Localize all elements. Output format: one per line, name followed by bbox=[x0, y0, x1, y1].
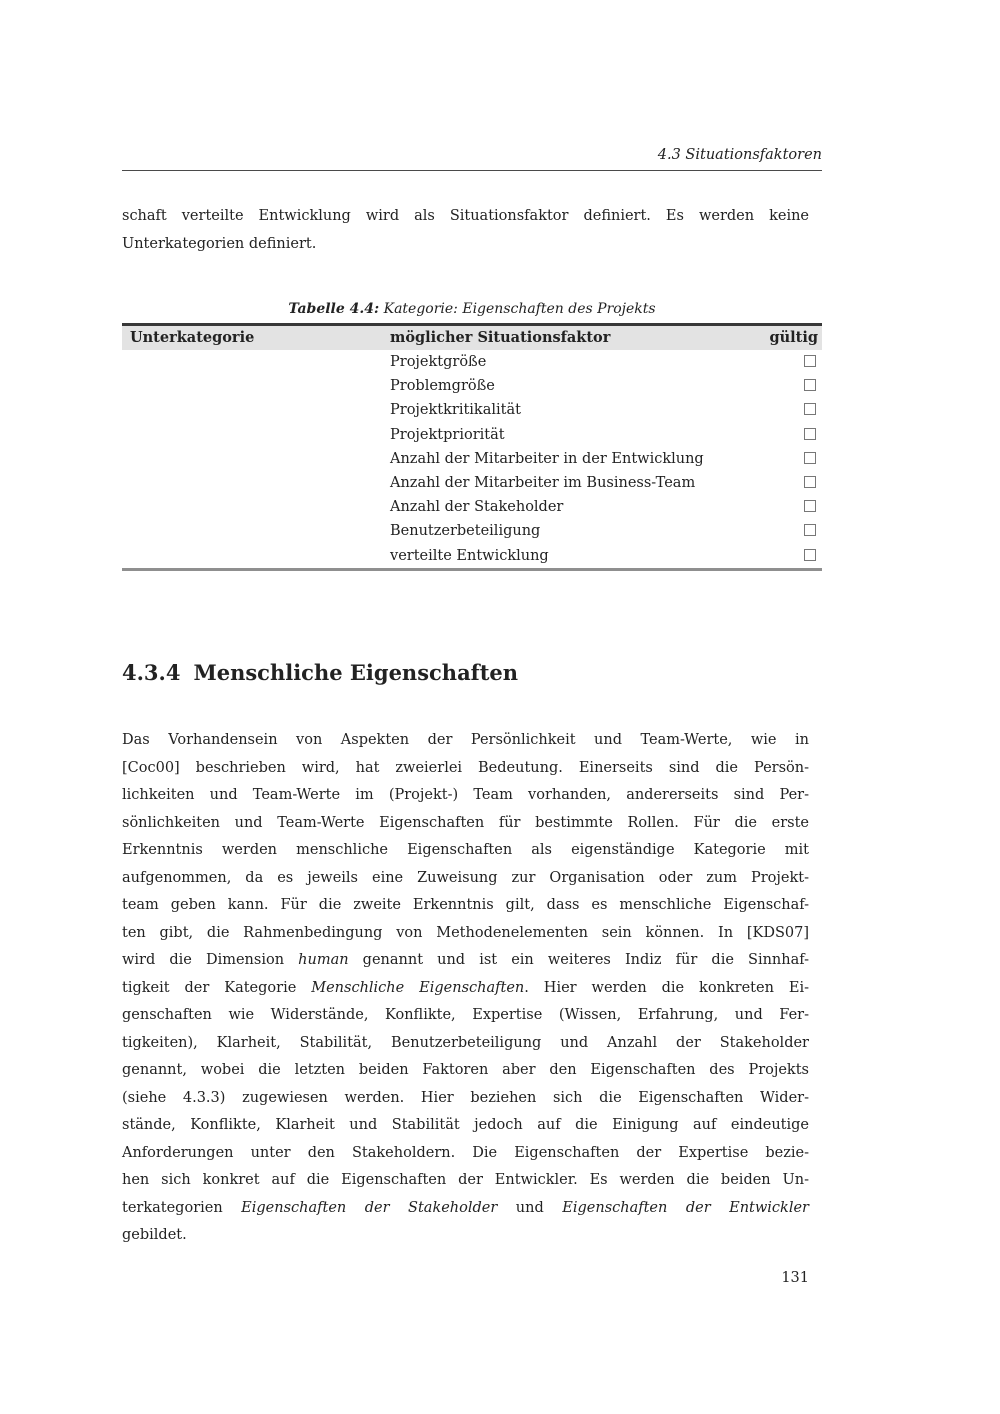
text-line bbox=[122, 975, 809, 1003]
table-row bbox=[122, 544, 822, 568]
unterkategorie-cell bbox=[122, 471, 390, 495]
table-bottom-rule bbox=[122, 568, 822, 571]
situationsfaktor-cell: Anzahl der Mitarbeiter im Business-Team bbox=[390, 474, 696, 491]
situationsfaktor-cell: Anzahl der Mitarbeiter in der Entwicklung bbox=[390, 450, 704, 467]
table-row bbox=[122, 398, 822, 422]
text-segment: . Hier werden die konkreten Ei- bbox=[524, 979, 809, 996]
text-segment: wird die Dimension bbox=[122, 952, 299, 968]
body-paragraph bbox=[122, 727, 809, 1250]
unterkategorie-cell bbox=[122, 398, 390, 422]
text-line bbox=[122, 810, 809, 838]
text-line bbox=[122, 1222, 809, 1250]
text-line bbox=[122, 1002, 809, 1030]
situationsfaktoren-table bbox=[122, 323, 822, 571]
text-segment: Das Vorhandensein von Aspekten der Persönlichkeit und Team-Werte, wie in bbox=[122, 732, 809, 748]
text-line: Unterkategorien definiert. bbox=[122, 235, 317, 252]
situationsfaktor-cell: Problemgröße bbox=[390, 378, 495, 395]
table-header-row bbox=[122, 326, 822, 350]
text-line bbox=[122, 1057, 809, 1085]
situationsfaktor-cell: verteilte Entwicklung bbox=[390, 547, 549, 564]
text-segment: tigkeit der Kategorie bbox=[122, 979, 312, 996]
gueltig-cell bbox=[748, 519, 822, 543]
unchecked-checkbox-icon bbox=[804, 549, 816, 561]
text-line bbox=[122, 755, 809, 783]
unterkategorie-cell bbox=[122, 423, 390, 447]
column-header-situationsfaktor: möglicher Situationsfaktor bbox=[390, 329, 611, 346]
unchecked-checkbox-icon bbox=[804, 452, 816, 464]
situationsfaktor-cell: Benutzerbeteiligung bbox=[390, 523, 541, 540]
running-head-text: 4.3 Situationsfaktoren bbox=[657, 147, 822, 163]
unterkategorie-cell bbox=[122, 374, 390, 398]
text-line bbox=[122, 837, 809, 865]
table-row bbox=[122, 423, 822, 447]
gueltig-cell bbox=[748, 495, 822, 519]
text-line bbox=[122, 892, 809, 920]
column-header-unterkategorie: Unterkategorie bbox=[130, 329, 255, 346]
text-segment: stände, Konflikte, Klarheit und Stabilität jedoch auf die Einigung auf eindeutige bbox=[122, 1117, 809, 1133]
unchecked-checkbox-icon bbox=[804, 428, 816, 440]
gueltig-cell bbox=[748, 398, 822, 422]
table-row bbox=[122, 350, 822, 374]
table-row bbox=[122, 519, 822, 543]
text-segment: genschaften wie Widerstände, Konflikte, Expertise (Wissen, Erfahrung, und Fer- bbox=[122, 1007, 809, 1023]
emphasized-text: Eigenschaften der Entwickler bbox=[562, 1199, 809, 1216]
section-number: 4.3.4 bbox=[122, 660, 181, 685]
text-segment: (siehe 4.3.3) zugewiesen werden. Hier beziehen sich die Eigenschaften Wider- bbox=[122, 1089, 809, 1106]
gueltig-cell bbox=[748, 423, 822, 447]
unterkategorie-cell bbox=[122, 495, 390, 519]
section-heading bbox=[122, 658, 822, 688]
text-segment: Erkenntnis werden menschliche Eigenschaften als eigenständige Kategorie mit bbox=[122, 842, 809, 858]
unterkategorie-cell bbox=[122, 350, 390, 374]
text-segment: Anforderungen unter den Stakeholdern. Die Eigenschaften der Expertise bezie- bbox=[122, 1144, 809, 1161]
unchecked-checkbox-icon bbox=[804, 403, 816, 415]
text-segment: gebildet. bbox=[122, 1227, 187, 1243]
unchecked-checkbox-icon bbox=[804, 476, 816, 488]
text-line bbox=[122, 782, 809, 810]
text-segment: team geben kann. Für die zweite Erkenntnis gilt, dass es menschliche Eigenschaf- bbox=[122, 897, 809, 913]
text-segment: sönlichkeiten und Team-Werte Eigenschaften für bestimmte Rollen. Für die erste bbox=[122, 814, 809, 831]
text-segment: lichkeiten und Team-Werte im (Projekt-) Team vorhanden, andererseits sind Per- bbox=[122, 787, 809, 803]
text-line bbox=[122, 1085, 809, 1113]
column-header-gueltig: gültig bbox=[769, 329, 818, 346]
text-segment: aufgenommen, da es jeweils eine Zuweisung zur Organisation oder zum Projekt- bbox=[122, 869, 809, 886]
gueltig-cell bbox=[748, 447, 822, 471]
text-line bbox=[122, 865, 809, 893]
gueltig-cell bbox=[748, 471, 822, 495]
page-number: 131 bbox=[781, 1270, 809, 1286]
unchecked-checkbox-icon bbox=[804, 500, 816, 512]
text-segment: [Coc00] beschrieben wird, hat zweierlei Bedeutung. Einerseits sind die Persön- bbox=[122, 759, 809, 776]
emphasized-text: Menschliche Eigenschaften bbox=[311, 979, 525, 996]
text-segment: hen sich konkret auf die Eigenschaften der Entwickler. Es werden die beiden Un- bbox=[122, 1172, 809, 1188]
table-body bbox=[122, 350, 822, 568]
text-line bbox=[122, 1030, 809, 1058]
text-line bbox=[122, 727, 809, 755]
text-segment: genannt und ist ein weiteres Indiz für die Sinnhaf- bbox=[348, 952, 809, 968]
text-segment: ten gibt, die Rahmenbedingung von Methodenelementen sein können. In [KDS07] bbox=[122, 924, 809, 941]
text-segment: tigkeiten), Klarheit, Stabilität, Benutzerbeteiligung und Anzahl der Stakeholder bbox=[122, 1034, 809, 1051]
situationsfaktor-cell: Projektkritikalität bbox=[390, 402, 521, 419]
table-row bbox=[122, 374, 822, 398]
unterkategorie-cell bbox=[122, 447, 390, 471]
text-line bbox=[122, 947, 809, 975]
text-line bbox=[122, 1195, 809, 1223]
text-segment: und bbox=[497, 1199, 563, 1216]
text-line: schaft verteilte Entwicklung wird als Situationsfaktor definiert. Es werden keine bbox=[122, 208, 809, 224]
text-line bbox=[122, 920, 809, 948]
emphasized-text: human bbox=[298, 952, 349, 968]
situationsfaktor-cell: Anzahl der Stakeholder bbox=[390, 499, 564, 516]
table-row bbox=[122, 447, 822, 471]
emphasized-text: Eigenschaften der Stakeholder bbox=[241, 1199, 498, 1216]
unterkategorie-cell bbox=[122, 519, 390, 543]
table-row bbox=[122, 471, 822, 495]
unchecked-checkbox-icon bbox=[804, 524, 816, 536]
gueltig-cell bbox=[748, 544, 822, 568]
table-caption bbox=[122, 299, 822, 319]
intro-paragraph bbox=[122, 203, 809, 258]
gueltig-cell bbox=[748, 350, 822, 374]
situationsfaktor-cell: Projektpriorität bbox=[390, 426, 505, 443]
unchecked-checkbox-icon bbox=[804, 355, 816, 367]
table-caption-text: Kategorie: Eigenschaften des Projekts bbox=[379, 301, 656, 317]
table-row bbox=[122, 495, 822, 519]
text-line bbox=[122, 1167, 809, 1195]
text-segment: genannt, wobei die letzten beiden Faktoren aber den Eigenschaften des Projekts bbox=[122, 1062, 809, 1078]
text-line bbox=[122, 1112, 809, 1140]
situationsfaktor-cell: Projektgröße bbox=[390, 354, 487, 370]
text-line bbox=[122, 1140, 809, 1168]
running-head bbox=[122, 140, 822, 171]
unchecked-checkbox-icon bbox=[804, 379, 816, 391]
gueltig-cell bbox=[748, 374, 822, 398]
text-segment: terkategorien bbox=[122, 1199, 242, 1216]
section-title: Menschliche Eigenschaften bbox=[193, 660, 519, 685]
table-caption-label: Tabelle 4.4: bbox=[288, 301, 380, 317]
unterkategorie-cell bbox=[122, 544, 390, 568]
